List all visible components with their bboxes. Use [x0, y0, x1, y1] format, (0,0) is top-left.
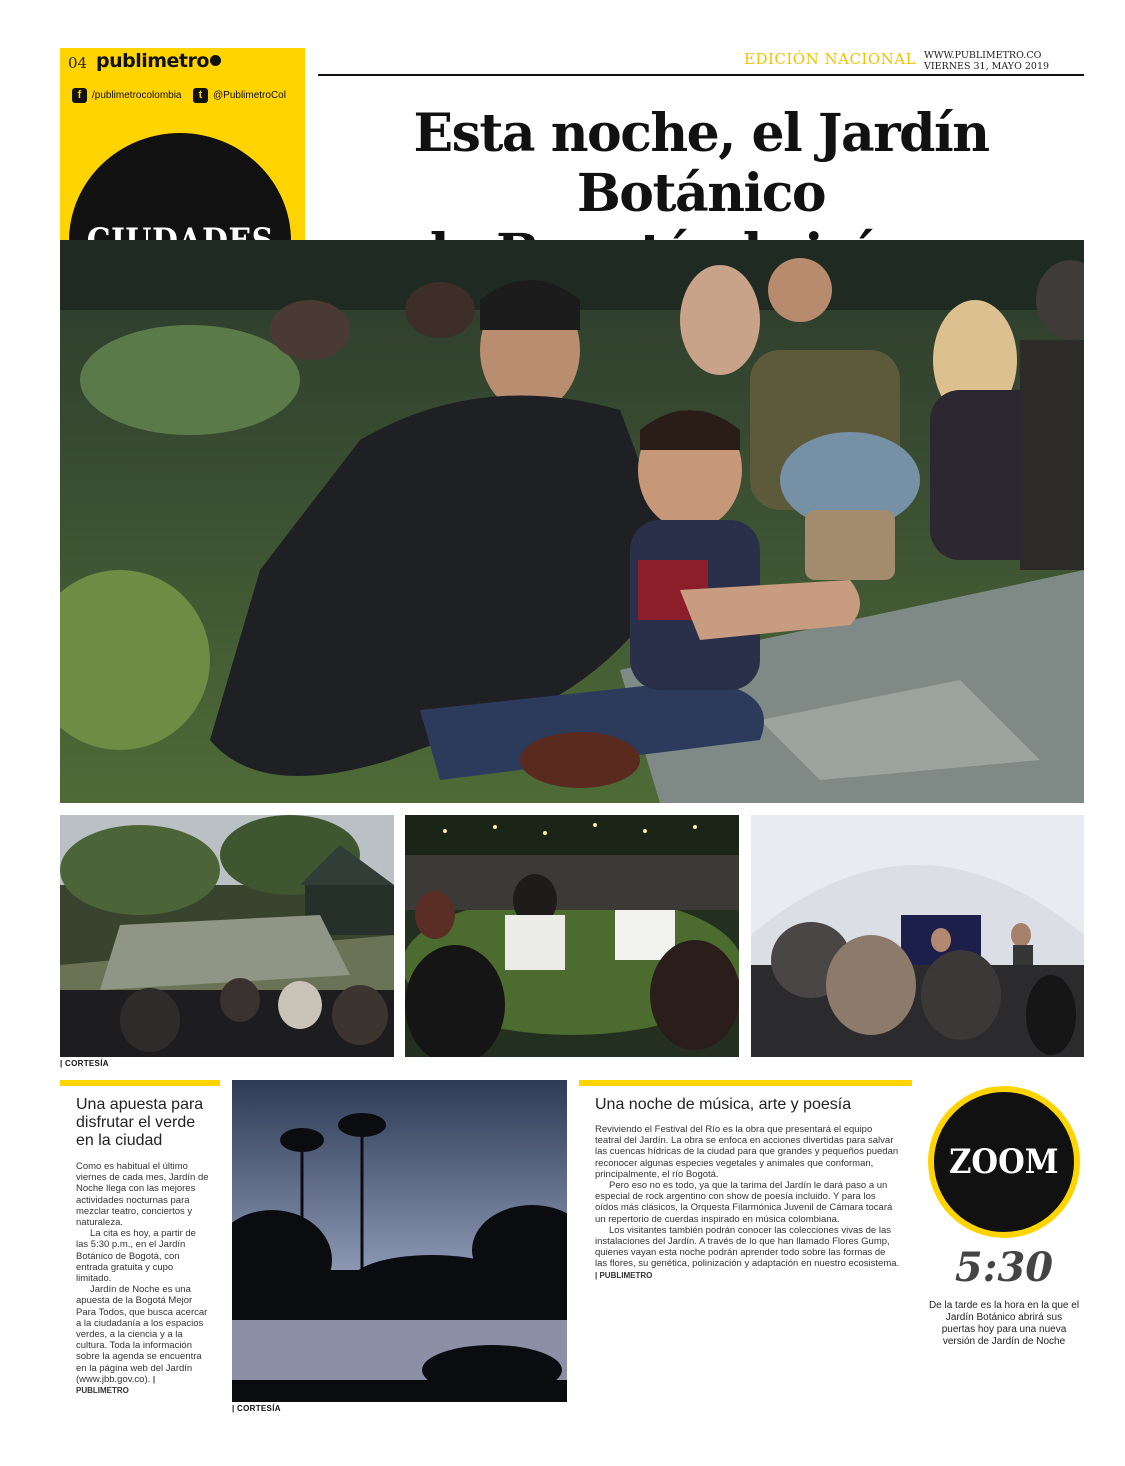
- twitter-icon: t: [193, 88, 208, 103]
- brand-logo[interactable]: [96, 50, 221, 72]
- right-article-signature: | PUBLIMETRO: [595, 1270, 653, 1280]
- header-rule: [318, 74, 1084, 76]
- twitter-handle: @PublimetroCol: [213, 89, 286, 101]
- zoom-figure: 5:30: [954, 1244, 1054, 1291]
- left-article-p3-text: Jardín de Noche es una apuesta de la Bogotá Mejor Para Todos, que busca acercar a la ciudadanía a los espacios verdes, a la ciencia y a la cultura. Toda la información sobre la agenda se encuentra en la página web del Jardín (www.jbb.gov.co).: [76, 1284, 208, 1385]
- gallery-photo-stage: [751, 815, 1084, 1057]
- gallery-credit: | CORTESÍA: [60, 1059, 109, 1068]
- left-article-p3: [76, 1284, 210, 1396]
- left-article-signature: | PUBLIMETRO: [76, 1374, 156, 1396]
- facebook-link[interactable]: [72, 86, 182, 104]
- facebook-handle: /publimetrocolombia: [92, 89, 182, 101]
- left-article-p2: La cita es hoy, a partir de las 5:30 p.m., en el Jardín Botánico de Bogotá, con entrada gratuita y cupo limitado.: [76, 1228, 196, 1285]
- edition-label: EDICIÓN NACIONAL: [744, 50, 917, 68]
- facebook-icon: f: [72, 88, 87, 103]
- right-article-title: Una noche de música, arte y poesía: [595, 1096, 852, 1113]
- gallery-photo-garden: [60, 815, 394, 1057]
- issue-date: VIERNES 31, MAYO 2019: [924, 61, 1050, 72]
- brand-name: publimetro: [96, 50, 209, 72]
- zoom-badge: [928, 1086, 1080, 1238]
- site-url[interactable]: WWW.PUBLIMETRO.CO: [924, 50, 1042, 61]
- right-article-p2: Pero eso no es todo, ya que la tarima del Jardín le dará paso a un especial de rock argentino con show de poesía incluido. Y para los oídos más clásicos, la Orquesta Filarmónica Juvenil de Cámara tocará un repertorio de cuerdas inspirado en música colombiana.: [595, 1180, 893, 1225]
- brand-globe-icon: [210, 55, 221, 66]
- twitter-link[interactable]: [193, 86, 286, 104]
- zoom-caption: De la tarde es la hora en la que el Jardín Botánico abrirá sus puertas hoy para una nueva versión de Jardín de Noche: [928, 1300, 1080, 1347]
- lake-credit: | CORTESÍA: [232, 1404, 281, 1413]
- right-article-p3: Los visitantes también podrán conocer las colecciones vivas de las instalaciones del Jardín. A través de lo que han llamado Flores Gump, quienes vayan esta noche podrán aprender todo sobre las formas de las flores, su genética, polinización y adaptación en nuestro ecosistema.: [595, 1224, 900, 1270]
- right-article-bar: [579, 1080, 912, 1086]
- page-number: 04: [68, 54, 88, 72]
- zoom-label: ZOOM: [949, 1142, 1059, 1182]
- lake-photo: [232, 1080, 567, 1402]
- left-article-title: Una apuesta para disfrutar el verde en la ciudad: [76, 1096, 204, 1149]
- left-article-bar: [60, 1080, 220, 1086]
- headline-line-1: Esta noche, el Jardín Botánico: [413, 103, 989, 224]
- left-article-p1: Como es habitual el último viernes de cada mes, Jardín de Noche llega con las mejores actividades nocturnas para mezclar teatro, conciertos y naturaleza.: [76, 1161, 209, 1229]
- site-date-block: [924, 50, 1049, 72]
- left-article-body: [76, 1161, 210, 1396]
- right-article-p1: Reviviendo el Festival del Río es la obra que presentará el equipo teatral del Jardín. La obra se enfoca en acciones divertidas para salvar las cuencas hídricas de la ciudad para que grandes y pequeños puedan reconocer algunas especies vegetales y animales que conforman, principalmente, el río Bogotá.: [595, 1124, 899, 1180]
- gallery-photo-orchestra: [405, 815, 739, 1057]
- right-article-signature-line: [595, 1270, 900, 1281]
- right-article-body: [595, 1124, 900, 1281]
- main-photo: [60, 240, 1084, 803]
